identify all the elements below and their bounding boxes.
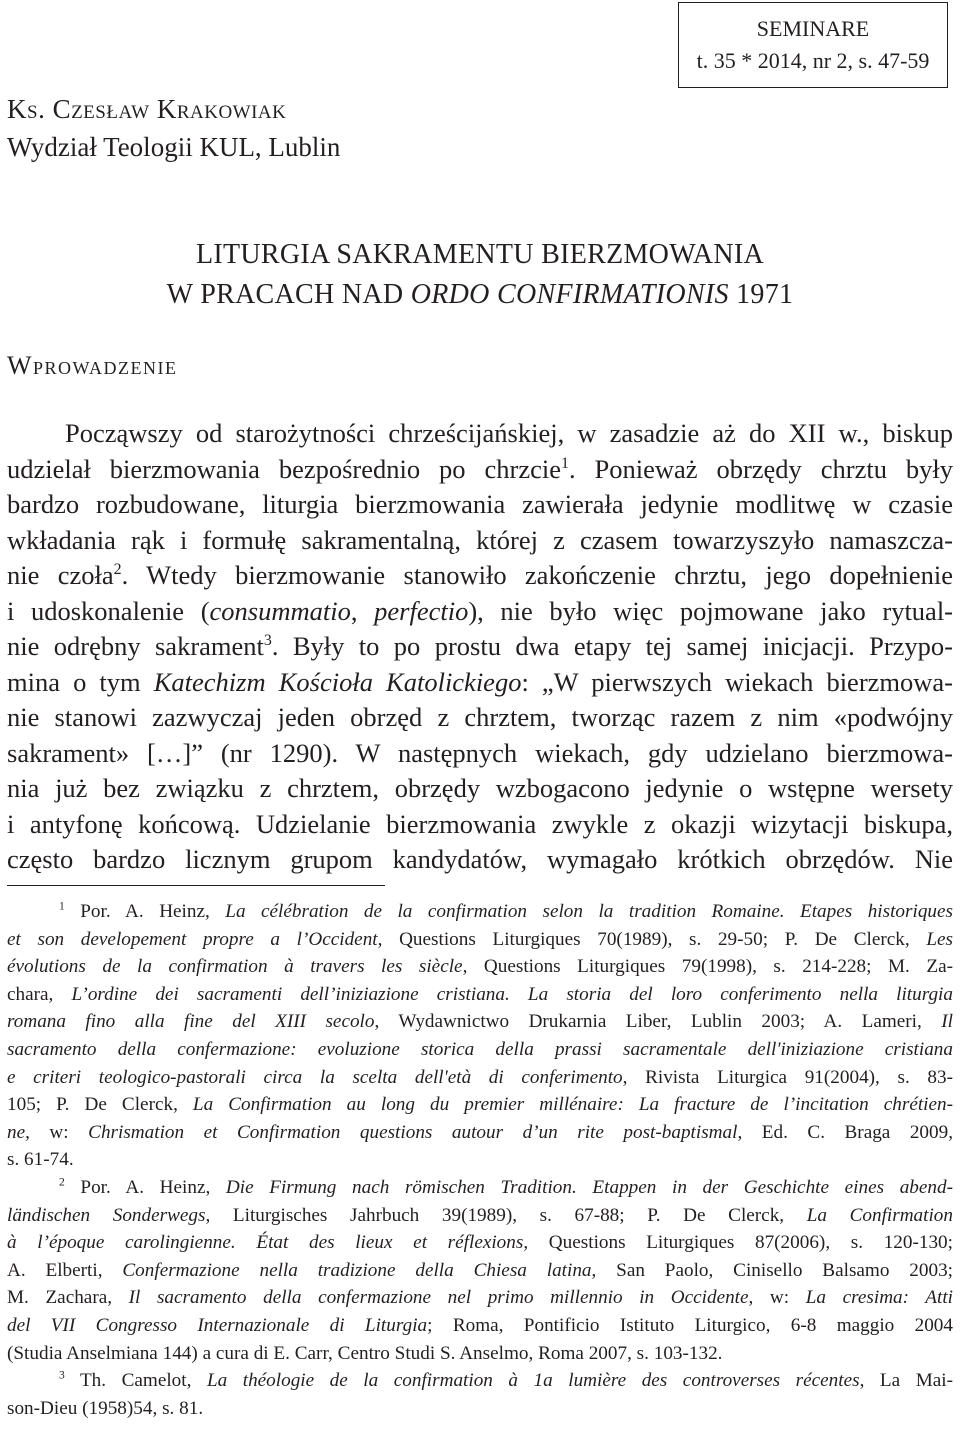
italic-text: consummatio	[209, 595, 351, 626]
body-line	[7, 416, 953, 452]
italic-text: La théologie de la confirmation à 1a lumière des controverses récentes	[206, 1370, 860, 1392]
body-line	[7, 487, 953, 523]
text-run: , Rivista Liturgica 91(2004), s. 83-	[622, 1066, 953, 1088]
text-run: . Były to po prostu dwa etapy tej samej inicjacji. Przypo-	[271, 631, 953, 661]
text-run: chara,	[7, 983, 72, 1005]
footnote-marker: 2	[113, 561, 122, 579]
footnote-line	[7, 1257, 953, 1285]
text-run: ,	[350, 595, 375, 626]
text-run: M. Zachara,	[7, 1287, 129, 1309]
body-line	[7, 629, 953, 665]
italic-text: L’ordine dei sacramenti dell’iniziazione cristiana. La storia del loro conferimento nella liturgia	[71, 983, 953, 1005]
italic-text: et son developement propre a l’Occident	[7, 928, 378, 950]
text-run: nie czoła	[7, 560, 114, 590]
footnote-line	[7, 1340, 953, 1368]
text-run: i udoskonalenie (	[7, 595, 210, 626]
footnote-line	[7, 1202, 953, 1230]
italic-text: Il	[941, 1011, 953, 1033]
text-run: bardzo rozbudowane, liturgia bierzmowania zawierała jedynie modlitwę w czasie	[7, 489, 953, 519]
footnote-line	[7, 1395, 953, 1423]
text-run: , Questions Liturgiques 79(1998), s. 214-228; M. Za-	[462, 956, 953, 978]
footnote-marker: 3	[59, 1369, 65, 1382]
article-title	[0, 235, 960, 315]
text-run: Th. Camelot,	[64, 1370, 207, 1392]
journal-name: SEMINARE	[756, 16, 870, 41]
text-run: i antyfonę końcową. Udzielanie bierzmowania zwykle z okazji wizytacji biskupa,	[7, 808, 953, 839]
text-run: Por. A. Heinz,	[64, 901, 226, 922]
footnote-marker: 3	[263, 632, 272, 650]
footnote-marker: 1	[560, 454, 569, 472]
text-run: nia już bez związku z chrztem, obrzędy wzbogacono jedynie o wstępne wersety	[7, 773, 953, 803]
body-line	[7, 523, 953, 559]
text-run: mina o tym	[7, 666, 154, 697]
footnote-line	[7, 1284, 953, 1312]
text-run: Por. A. Heinz,	[64, 1176, 226, 1198]
text-run: sakrament» […]” (nr 1290). W następnych wiekach, gdy udzielano bierzmowa-	[7, 737, 953, 768]
article-title-italic: ORDO CONFIRMATIONIS	[410, 279, 729, 310]
text-run: nie stanowi zazwyczaj jeden obrzęd z chrztem, tworząc razem z nim «podwójny	[7, 702, 953, 732]
footnote-divider	[7, 885, 385, 886]
italic-text: e criteri teologico-pastorali circa la scelta dell'età di conferimento	[7, 1066, 623, 1088]
body-paragraph	[7, 416, 953, 878]
italic-text: del VII Congresso Internazionale di Liturgia	[7, 1314, 428, 1336]
body-line	[7, 842, 953, 878]
italic-text: perfectio	[374, 595, 469, 626]
italic-text: Die Firmung nach römischen Tradition. Etappen in der Geschichte eines abend-	[225, 1176, 953, 1198]
footnote-line	[7, 1174, 953, 1202]
journal-info-box	[678, 2, 948, 88]
body-line	[7, 558, 953, 594]
text-run: , Questions Liturgiques 87(2006), s. 120-130;	[523, 1232, 953, 1254]
author-block	[7, 90, 340, 166]
text-run: . Ponieważ obrzędy chrztu były	[568, 453, 953, 484]
article-title-line-1: LITURGIA SAKRAMENTU BIERZMOWANIA	[195, 239, 764, 270]
italic-text: ne	[7, 1121, 26, 1143]
author-name: Ks. Czesław Krakowiak	[7, 94, 287, 124]
text-run: s. 61-74.	[7, 1149, 74, 1171]
text-run: , w:	[25, 1121, 89, 1143]
italic-text: ländischen Sonderwegs	[7, 1204, 206, 1226]
text-run: , Wydawnictwo Drukarnia Liber, Lublin 2003; A. Lameri,	[374, 1011, 942, 1033]
footnote-line	[7, 1091, 953, 1119]
body-line	[7, 700, 953, 736]
text-run: , La Mai-	[859, 1370, 953, 1392]
section-heading: Wprowadzenie	[7, 351, 178, 380]
text-run: nie odrębny sakrament	[7, 631, 264, 661]
footnote-line	[7, 1229, 953, 1257]
author-affiliation: Wydział Teologii KUL, Lublin	[7, 132, 341, 162]
footnote-line	[7, 1312, 953, 1340]
text-run: udzielał bierzmowania bezpośrednio po chrzcie	[7, 453, 561, 484]
italic-text: Les	[926, 928, 953, 950]
text-run: (Studia Anselmiana 144) a cura di E. Carr, Centro Studi S. Anselmo, Roma 2007, s. 103-132.	[7, 1342, 723, 1364]
text-run: , Liturgisches Jahrbuch 39(1989), s. 67-88; P. De Clerck,	[205, 1204, 807, 1226]
footnote-line	[7, 1367, 953, 1395]
italic-text: Chrismation et Confirmation questions autour d’un rite post-baptismal	[88, 1121, 738, 1143]
text-run: son-Dieu (1958)54, s. 81.	[7, 1397, 204, 1419]
body-line	[7, 771, 953, 807]
italic-text: romana fino alla fine del XIII secolo	[7, 1011, 375, 1033]
footnotes	[7, 898, 953, 1422]
text-run: , Questions Liturgiques 70(1989), s. 29-50; P. De Clerck,	[377, 928, 927, 950]
italic-text: Katechizm Kościoła Katolickiego	[153, 666, 522, 697]
italic-text: La Confirmation	[806, 1204, 953, 1226]
italic-text: évolutions de la confirmation à travers les siècle	[7, 956, 463, 978]
footnote-line	[7, 1146, 953, 1174]
text-run: . Wtedy bierzmowanie stanowiło zakończenie chrztu, jego dopełnienie	[121, 560, 953, 590]
body-line	[7, 594, 953, 630]
footnote-marker: 2	[59, 1176, 65, 1189]
footnote-line	[7, 981, 953, 1009]
italic-text: Il sacramento della confermazione nel primo millennio in Occidente	[128, 1287, 749, 1309]
italic-text: La cresima: Atti	[805, 1287, 954, 1309]
text-run: Począwszy od starożytności chrześcijańskiej, w zasadzie aż do XII w., biskup	[65, 418, 953, 448]
text-run: , Ed. C. Braga 2009,	[737, 1121, 953, 1143]
text-run: wkładania rąk i formułę sakramentalną, której z czasem towarzyszyło namaszcza-	[7, 524, 953, 555]
body-line	[7, 665, 953, 701]
article-title-year: 1971	[736, 279, 794, 310]
article-title-line-2	[0, 275, 960, 315]
journal-issue: t. 35 * 2014, nr 2, s. 47-59	[696, 48, 930, 73]
body-line	[7, 452, 953, 488]
text-run: ; Roma, Pontificio Istituto Liturgico, 6-8 maggio 2004	[427, 1314, 953, 1336]
italic-text: La Confirmation au long du premier millénaire: La fracture de l’incitation chrétien-	[192, 1094, 953, 1116]
italic-text: à l’époque carolingienne. État des lieux et réflexions	[7, 1232, 524, 1254]
italic-text: sacramento della confermazione: evoluzione storica della prassi sacramentale dell'iniziazione cristiana	[7, 1038, 953, 1060]
footnote-line	[7, 898, 953, 926]
footnote-line	[7, 1064, 953, 1092]
footnote-line	[7, 1036, 953, 1064]
text-run: często bardzo licznym grupom kandydatów, wymagało krótkich obrzędów. Nie	[7, 844, 953, 874]
text-run: A. Elberti,	[7, 1259, 123, 1281]
footnote-line	[7, 1008, 953, 1036]
text-run: : „W pierwszych wiekach bierzmowa-	[521, 666, 953, 697]
text-run: , w:	[748, 1287, 806, 1309]
italic-text: La célébration de la confirmation selon la tradition Romaine. Etapes historiques	[225, 901, 953, 922]
article-title-prefix: W PRACACH NAD	[166, 279, 404, 310]
text-run: ), nie było więc pojmowane jako rytual-	[468, 595, 954, 626]
italic-text: Confermazione nella tradizione della Chiesa latina	[122, 1259, 592, 1281]
body-line	[7, 736, 953, 772]
text-run: , San Paolo, Cinisello Balsamo 2003;	[591, 1259, 953, 1281]
footnote-line	[7, 926, 953, 954]
footnote-marker: 1	[59, 900, 65, 913]
text-run: 105; P. De Clerck,	[7, 1094, 193, 1116]
footnote-line	[7, 953, 953, 981]
body-line	[7, 807, 953, 843]
footnote-line	[7, 1119, 953, 1147]
